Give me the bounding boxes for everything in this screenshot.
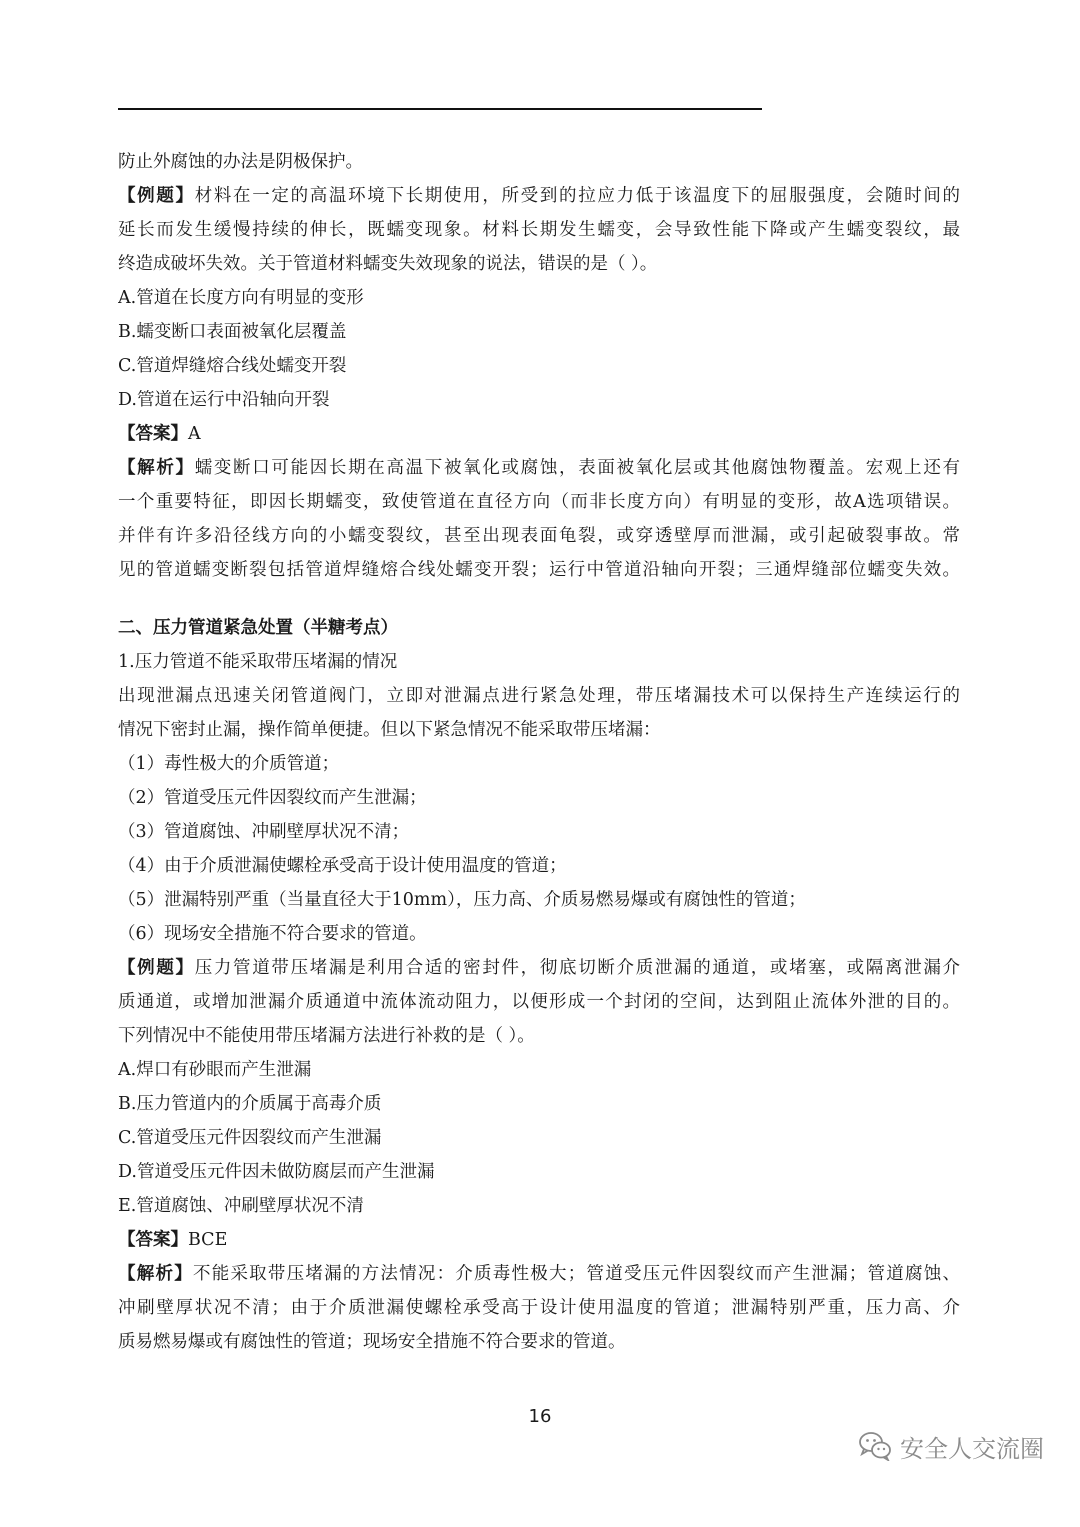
q2-option-c: C.管道受压元件因裂纹而产生泄漏 (118, 1128, 382, 1148)
q2-analysis-line: 质易燃易爆或有腐蚀性的管道；现场安全措施不符合要求的管道。 (118, 1332, 626, 1352)
section-paragraph-line: 情况下密封止漏，操作简单便捷。但以下紧急情况不能采取带压堵漏： (118, 720, 661, 740)
q1-analysis-line: 见的管道蠕变断裂包括管道焊缝熔合线处蠕变开裂；运行中管道沿轴向开裂；三通焊缝部位蠕变失效。 (118, 560, 960, 580)
q2-option-d: D.管道受压元件因未做防腐层而产生泄漏 (118, 1162, 435, 1182)
q1-tag: 【例题】 (118, 186, 195, 206)
list-item: （3）管道腐蚀、冲刷壁厚状况不清； (118, 822, 410, 842)
q1-stem-line: 【例题】材料在一定的高温环境下长期使用，所受到的拉应力低于该温度下的屈服强度，会随时间的 (118, 186, 960, 206)
q2-option-b: B.压力管道内的介质属于高毒介质 (118, 1094, 382, 1114)
q1-stem-line: 延长而发生缓慢持续的伸长，既蠕变现象。材料长期发生蠕变，会导致性能下降或产生蠕变裂纹，最 (118, 220, 960, 240)
q2-stem-line: 质通道，或增加泄漏介质通道中流体流动阻力，以便形成一个封闭的空间，达到阻止流体外泄的目的。 (118, 992, 960, 1012)
header-rule (118, 108, 762, 110)
list-item: （5）泄漏特别严重（当量直径大于10mm），压力高、介质易燃易爆或有腐蚀性的管道； (118, 890, 806, 910)
q2-option-e: E.管道腐蚀、冲刷壁厚状况不清 (118, 1196, 364, 1216)
q1-option-b: B.蠕变断口表面被氧化层覆盖 (118, 322, 347, 342)
q2-option-a: A.焊口有砂眼而产生泄漏 (118, 1060, 312, 1080)
q2-answer-tag: 【答案】 (118, 1230, 188, 1250)
q2-analysis-line: 【解析】不能采取带压堵漏的方法情况：介质毒性极大；管道受压元件因裂纹而产生泄漏；管道腐蚀、 (118, 1264, 960, 1284)
q2-analysis-line: 冲刷壁厚状况不清；由于介质泄漏使螺栓承受高于设计使用温度的管道；泄漏特别严重，压力高、介 (118, 1298, 960, 1318)
q2-answer (118, 1223, 960, 1257)
section-heading: 二、压力管道紧急处置（半糖考点） (118, 618, 398, 638)
q1-analysis-line: 【解析】蠕变断口可能因长期在高温下被氧化或腐蚀，表面被氧化层或其他腐蚀物覆盖。宏观上还有 (118, 458, 960, 478)
list-item: （4）由于介质泄漏使螺栓承受高于设计使用温度的管道； (118, 856, 567, 876)
q1-option-a: A.管道在长度方向有明显的变形 (118, 288, 364, 308)
section-paragraph-line: 出现泄漏点迅速关闭管道阀门，立即对泄漏点进行紧急处理，带压堵漏技术可以保持生产连续运行的 (118, 686, 960, 706)
q1-option-d: D.管道在运行中沿轴向开裂 (118, 390, 330, 410)
q1-answer-tag: 【答案】 (118, 424, 188, 444)
q2-stem-line: 【例题】压力管道带压堵漏是利用合适的密封件，彻底切断介质泄漏的通道，或堵塞，或隔离泄漏介 (118, 958, 960, 978)
watermark (858, 1424, 1044, 1468)
q1-answer (118, 417, 960, 451)
q2-stem-line: 下列情况中不能使用带压堵漏方法进行补救的是（ ）。 (118, 1026, 535, 1046)
page-number: 16 (528, 1406, 552, 1427)
q1-analysis-tag: 【解析】 (118, 458, 195, 478)
watermark-text: 安全人交流圈 (900, 1434, 1044, 1463)
subsection-title: 1.压力管道不能采取带压堵漏的情况 (118, 652, 398, 672)
q2-analysis-tag: 【解析】 (118, 1264, 193, 1284)
q2-tag: 【例题】 (118, 958, 195, 978)
list-item: （6）现场安全措施不符合要求的管道。 (118, 924, 427, 944)
q1-answer-value: A (188, 424, 201, 444)
list-item: （1）毒性极大的介质管道； (118, 754, 340, 774)
wechat-icon (858, 1431, 892, 1461)
document-body (118, 145, 960, 1359)
q2-answer-value: BCE (188, 1230, 228, 1250)
q1-analysis-line: 一个重要特征，即因长期蠕变，致使管道在直径方向（而非长度方向）有明显的变形，故A选项错误。 (118, 492, 960, 512)
q1-analysis-line: 并伴有许多沿径线方向的小蠕变裂纹，甚至出现表面龟裂，或穿透壁厚而泄漏，或引起破裂事故。常 (118, 526, 960, 546)
list-item: （2）管道受压元件因裂纹而产生泄漏； (118, 788, 427, 808)
q1-stem-line: 终造成破坏失效。关于管道材料蠕变失效现象的说法，错误的是（ ）。 (118, 254, 658, 274)
intro-line: 防止外腐蚀的办法是阴极保护。 (118, 152, 363, 172)
q1-option-c: C.管道焊缝熔合线处蠕变开裂 (118, 356, 347, 376)
